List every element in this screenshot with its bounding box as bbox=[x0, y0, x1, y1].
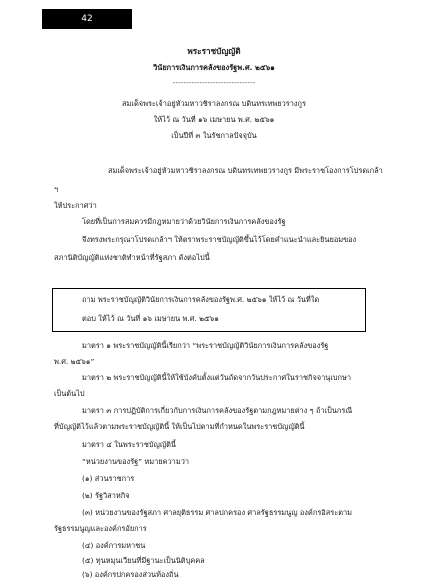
section-line: (๔) องค์การมหาชน bbox=[82, 541, 146, 550]
document-title: พระราชบัญญัติ bbox=[187, 46, 241, 56]
body-line: สมเด็จพระเจ้าอยู่หัวมหาวชิราลงกรณ บดินทรเทพยวรางกูร มีพระราชโองการโปรดเกล้า bbox=[108, 166, 383, 175]
section-line: มาตรา ๔ ในพระราชบัญญัตินี้ bbox=[82, 440, 176, 449]
section-line: มาตรา ๒ พระราชบัญญัตินี้ให้ใช้บังคับตั้งแต่วันถัดจากวันประกาศในราชกิจจานุเบกษา bbox=[82, 373, 352, 382]
divider: ------------------------------- bbox=[172, 78, 256, 87]
section-line: เป็นต้นไป bbox=[54, 389, 85, 398]
section-line: ที่บัญญัติไว้แล้วตามพระราชบัญญัตินี้ ให้เป็นไปตามที่กำหนดในพระราชบัญญัตินี้ bbox=[54, 422, 305, 431]
section-line: (๖) องค์กรปกครองส่วนท้องถิ่น bbox=[82, 570, 179, 579]
section-line: (๕) ทุนหมุนเวียนที่มีฐานะเป็นนิติบุคคล bbox=[82, 556, 205, 565]
reign-year: เป็นปีที่ ๓ ในรัชกาลปัจจุบัน bbox=[171, 131, 257, 140]
qa-question: ถาม พระราชบัญญัติวินัยการเงินการคลังของรัฐพ.ศ. ๒๕๖๑ ให้ไว้ ณ วันที่ใด bbox=[82, 295, 320, 304]
body-line: สภานิติบัญญัติแห่งชาติทำหน้าที่รัฐสภา ดังต่อไปนี้ bbox=[54, 253, 210, 262]
document-subtitle: วินัยการเงินการคลังของรัฐพ.ศ. ๒๕๖๑ bbox=[153, 63, 275, 72]
section-line: (๒) รัฐวิสาหกิจ bbox=[82, 491, 130, 500]
body-line: จึงทรงพระกรุณาโปรดเกล้าฯ ให้ตราพระราชบัญญัติขึ้นไว้โดยคำแนะนำและยินยอมของ bbox=[82, 235, 357, 244]
given-date: ให้ไว้ ณ วันที่ ๑๖ เมษายน พ.ศ. ๒๕๖๑ bbox=[153, 115, 275, 124]
section-line: (๓) หน่วยงานของรัฐสภา ศาลยุติธรรม ศาลปกครอง ศาลรัฐธรรมนูญ องค์กรอิสระตาม bbox=[82, 508, 353, 517]
section-line: มาตรา ๓ การปฏิบัติการเกี่ยวกับการเงินการคลังของรัฐตามกฎหมายต่าง ๆ ถ้าเป็นกรณี bbox=[82, 406, 353, 415]
section-line: รัฐธรรมนูญและองค์กรอัยการ bbox=[54, 524, 147, 533]
section-line: “หน่วยงานของรัฐ” หมายความว่า bbox=[82, 457, 190, 466]
section-line: มาตรา ๑ พระราชบัญญัตินี้เรียกว่า “พระราชบัญญัติวินัยการเงินการคลังของรัฐ bbox=[82, 341, 329, 350]
section-line: พ.ศ. ๒๕๖๑” bbox=[54, 357, 95, 366]
body-line: โดยที่เป็นการสมควรมีกฎหมายว่าด้วยวินัยการเงินการคลังของรัฐ bbox=[82, 217, 286, 226]
body-line: ให้ประกาศว่า bbox=[54, 201, 97, 210]
qa-answer: ตอบ ให้ไว้ ณ วันที่ ๑๖ เมษายน พ.ศ. ๒๕๖๑ bbox=[82, 314, 219, 323]
page-number-badge: 42 bbox=[42, 9, 132, 29]
body-line: ฯ bbox=[54, 185, 59, 194]
section-line: (๑) ส่วนราชการ bbox=[82, 474, 135, 483]
king-name: สมเด็จพระเจ้าอยู่หัวมหาวชิราลงกรณ บดินทรเทพยวรางกูร bbox=[122, 99, 306, 108]
